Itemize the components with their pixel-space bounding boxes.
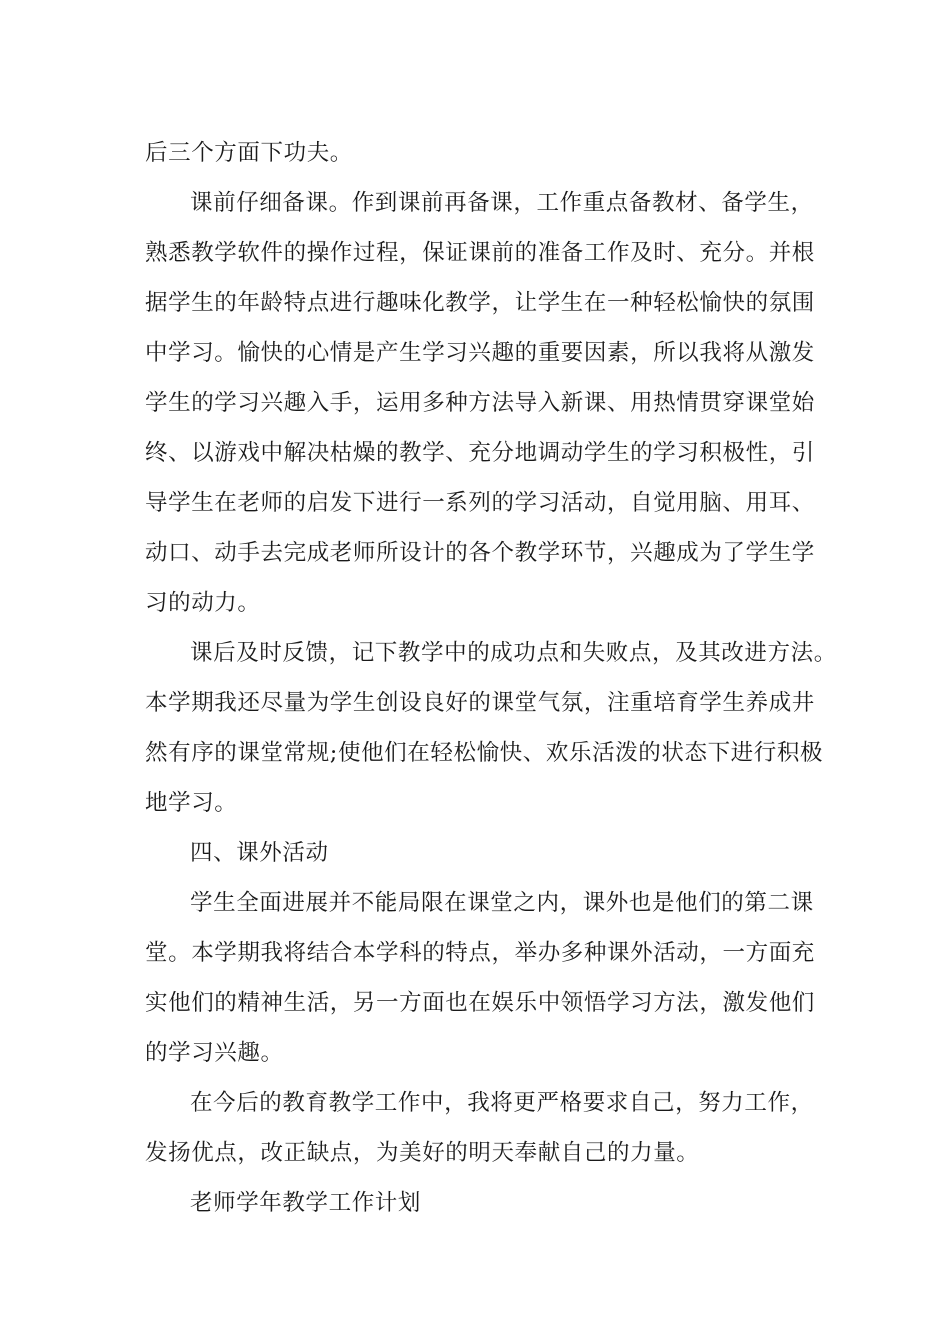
text-line: 习的动力。 <box>145 590 261 616</box>
text-line: 发扬优点，改正缺点，为美好的明天奉献自己的力量。 <box>145 1140 700 1166</box>
text-line: 本学期我还尽量为学生创设良好的课堂气氛，注重培育学生养成井 <box>145 690 815 716</box>
text-line: 学生的学习兴趣入手，运用多种方法导入新课、用热情贯穿课堂始 <box>145 390 815 416</box>
text-line: 课后及时反馈，记下教学中的成功点和失败点，及其改进方法。 <box>190 640 837 666</box>
text-line: 的学习兴趣。 <box>145 1040 284 1066</box>
text-line: 堂。本学期我将结合本学科的特点，举办多种课外活动，一方面充 <box>145 940 815 966</box>
text-line: 中学习。愉快的心情是产生学习兴趣的重要因素，所以我将从激发 <box>145 340 815 366</box>
body-text <box>145 128 837 1228</box>
text-line: 动口、动手去完成老师所设计的各个教学环节，兴趣成为了学生学 <box>145 540 815 566</box>
section-heading: 四、课外活动 <box>190 840 329 866</box>
text-line: 在今后的教育教学工作中，我将更严格要求自己，努力工作， <box>190 1090 814 1116</box>
document-title-line: 老师学年教学工作计划 <box>190 1190 422 1216</box>
text-line: 地学习。 <box>145 790 238 816</box>
text-line: 导学生在老师的启发下进行一系列的学习活动，自觉用脑、用耳、 <box>145 490 815 516</box>
text-line: 熟悉教学软件的操作过程，保证课前的准备工作及时、充分。并根 <box>145 240 815 266</box>
text-line: 学生全面进展并不能局限在课堂之内，课外也是他们的第二课 <box>190 890 814 916</box>
text-line: 后三个方面下功夫。 <box>145 140 353 166</box>
text-line: 然有序的课堂常规;使他们在轻松愉快、欢乐活泼的状态下进行积极 <box>145 740 824 766</box>
text-line: 据学生的年龄特点进行趣味化教学，让学生在一种轻松愉快的氛围 <box>145 290 815 316</box>
text-line: 课前仔细备课。作到课前再备课，工作重点备教材、备学生， <box>190 190 814 216</box>
text-line: 实他们的精神生活，另一方面也在娱乐中领悟学习方法，激发他们 <box>145 990 815 1016</box>
text-line: 终、以游戏中解决枯燥的教学、充分地调动学生的学习积极性，引 <box>145 440 815 466</box>
